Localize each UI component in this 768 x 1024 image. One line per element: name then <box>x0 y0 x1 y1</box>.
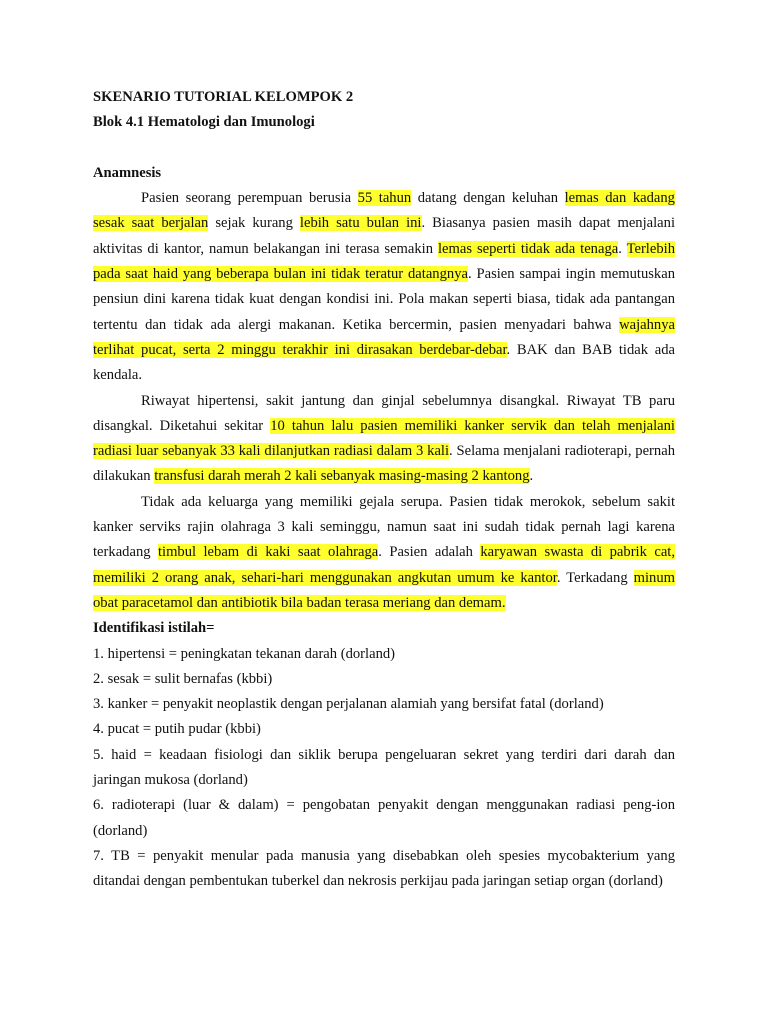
highlighted-text: lemas dan kadang sesak saat berjalan <box>93 190 675 232</box>
terms-list <box>93 642 675 895</box>
highlighted-text: timbul lebam di kaki saat olahraga <box>157 544 379 561</box>
highlighted-text: minum obat paracetamol dan antibiotik bila badan terasa meriang dan demam. <box>93 569 675 611</box>
highlighted-text: 10 tahun lalu pasien memiliki kanker servik dan telah menjalani radiasi luar sebanyak 33 kali dilanjutkan radiasi dalam 3 kali <box>93 417 675 460</box>
blank-line <box>93 136 675 161</box>
term-item: 4. pucat = putih pudar (kbbi) <box>93 721 261 738</box>
highlighted-text: karyawan swasta di pabrik cat, memiliki 2 orang anak, sehari-hari menggunakan angkutan umum ke kantor <box>93 544 675 586</box>
highlighted-text: Terlebih pada saat haid yang beberapa bulan ini tidak teratur datangnya <box>93 240 675 283</box>
body-text: Riwayat hipertensi, sakit jantung dan ginjal sebelumnya disangkal. Riwayat TB paru disangkal. Diketahui sekitar <box>93 392 675 434</box>
term-item: 5. haid = keadaan fisiologi dan siklik berupa pengeluaran sekret yang terdiri dari darah dan jaringan mukosa (dorland) <box>93 746 675 789</box>
highlighted-text: lebih satu bulan ini <box>299 215 422 232</box>
section-heading-anamnesis: Anamnesis <box>93 164 162 181</box>
highlighted-text: transfusi darah merah 2 kali sebanyak masing-masing 2 kantong <box>154 468 530 485</box>
document-subtitle: Blok 4.1 Hematologi dan Imunologi <box>93 114 315 131</box>
term-item: 7. TB = penyakit menular pada manusia yang disebabkan oleh spesies mycobakterium yang ditandai dengan pembentukan tuberkel dan nekrosis perkijau pada jaringan setiap organ (dorland) <box>93 847 675 890</box>
term-item: 1. hipertensi = peningkatan tekanan darah (dorland) <box>93 645 396 662</box>
term-item: 3. kanker = penyakit neoplastik dengan perjalanan alamiah yang bersifat fatal (dorland) <box>93 696 604 713</box>
body-text: . <box>618 240 627 257</box>
body-text: datang dengan keluhan <box>411 190 565 207</box>
body-text: Pasien seorang perempuan berusia <box>141 190 358 207</box>
body-text: . Selama menjalani radioterapi, pernah dilakukan <box>93 443 675 485</box>
body-text: . Pasien sampai ingin memutuskan pensiun dini karena tidak kuat dengan kondisi ini. Pola makan seperti biasa, tidak ada pantangan tertentu dan tidak ada alergi makanan. Ketika bercermin, pasien menyadari bahwa <box>93 266 675 333</box>
document-page <box>93 85 675 895</box>
anamnesis-body <box>93 186 675 616</box>
highlighted-text: lemas seperti tidak ada tenaga <box>437 240 619 257</box>
body-text: . Pasien adalah <box>378 544 481 561</box>
body-text: Tidak ada keluarga yang memiliki gejala serupa. Pasien tidak merokok, sebelum sakit kanker serviks rajin olahraga 3 kali seminggu, namun saat ini sudah tidak pernah lagi karena terkadang <box>93 493 675 561</box>
term-item: 6. radioterapi (luar & dalam) = pengobatan penyakit dengan menggunakan radiasi peng-ion (dorland) <box>93 797 675 839</box>
anamnesis-paragraph <box>93 186 675 388</box>
highlighted-text: 55 tahun <box>357 190 412 207</box>
anamnesis-paragraph <box>93 389 675 490</box>
document-title: SKENARIO TUTORIAL KELOMPOK 2 <box>93 89 354 105</box>
body-text: . BAK dan BAB tidak ada kendala. <box>93 341 675 384</box>
anamnesis-paragraph <box>93 490 675 616</box>
term-item: 2. sesak = sulit bernafas (kbbi) <box>93 670 273 687</box>
highlighted-text: wajahnya terlihat pucat, serta 2 minggu terakhir ini dirasakan berdebar-debar <box>93 316 675 358</box>
body-text: . Biasanya pasien masih dapat menjalani aktivitas di kantor, namun belakangan ini terasa semakin <box>93 215 676 257</box>
body-text: . <box>529 468 534 485</box>
body-text: sejak kurang <box>208 215 300 232</box>
section-heading-terms: Identifikasi istilah= <box>93 620 215 637</box>
body-text: . Terkadang <box>556 569 634 586</box>
